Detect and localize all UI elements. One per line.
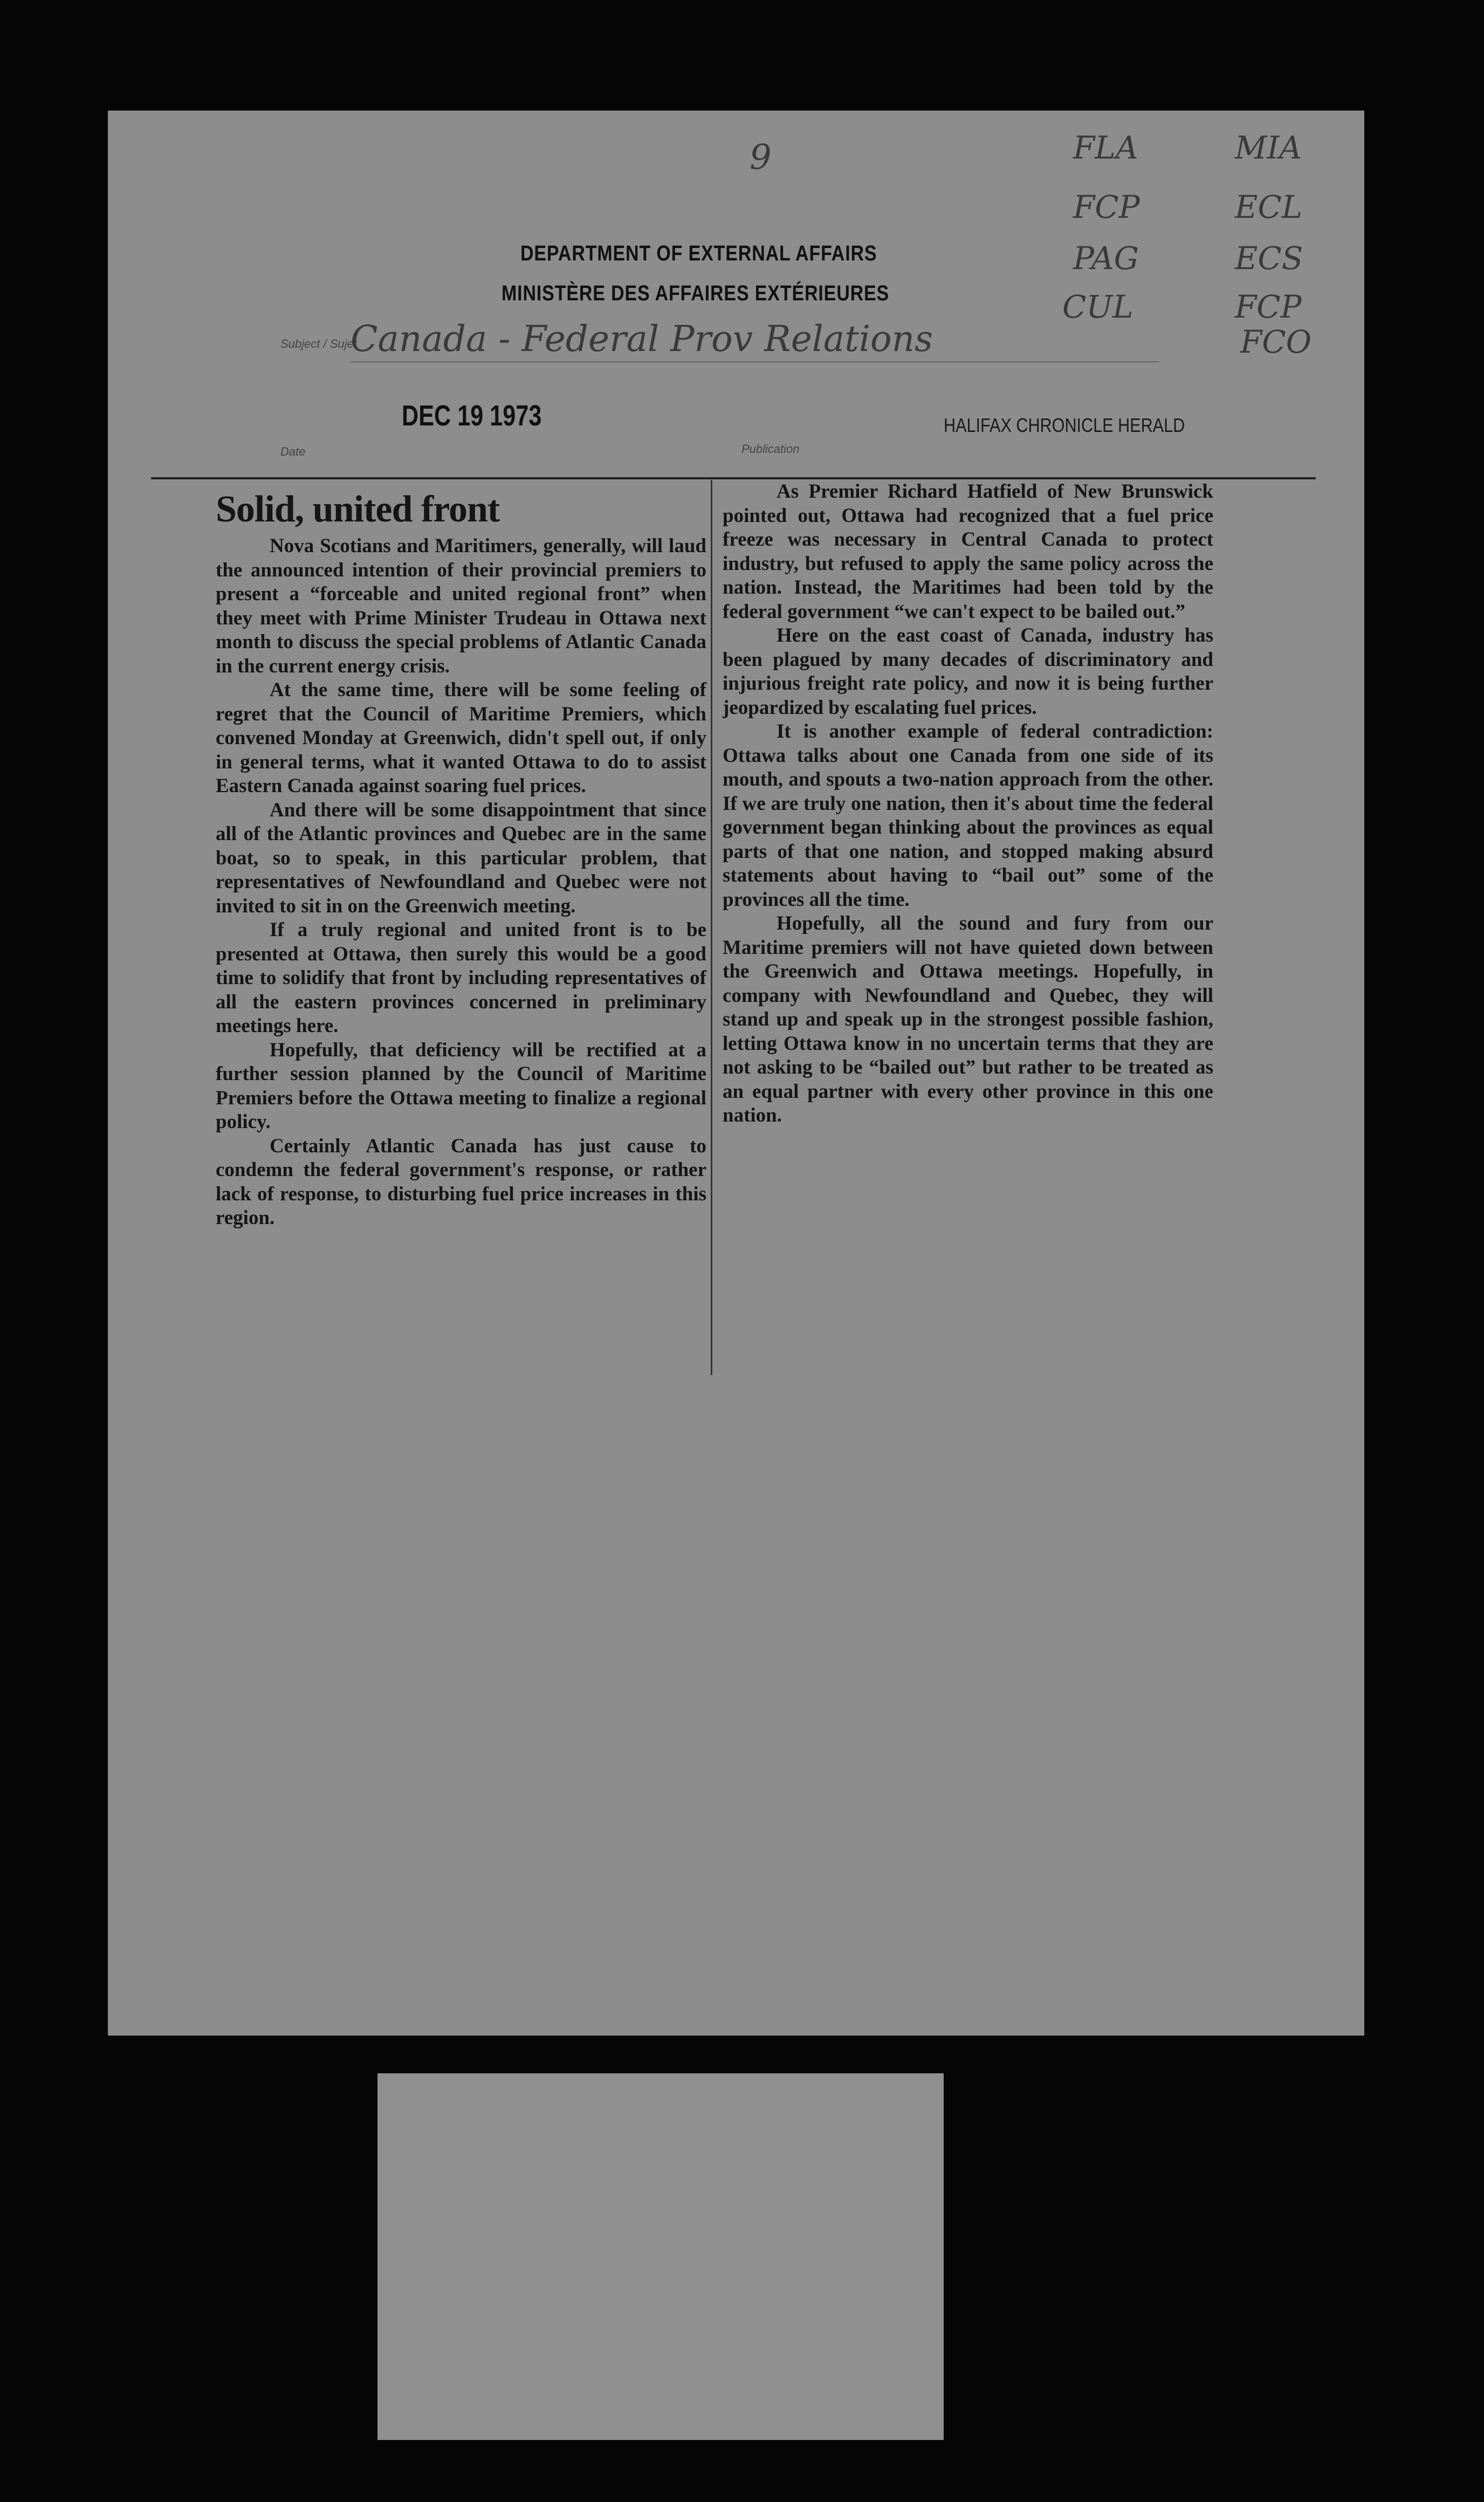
- subject-value: Canada - Federal Prov Relations: [351, 318, 933, 360]
- subject-line: [351, 361, 1159, 362]
- department-header: DEPARTMENT OF EXTERNAL AFFAIRS: [520, 242, 877, 265]
- top-divider: [151, 477, 1316, 479]
- code-annotation: MIA: [1235, 129, 1302, 166]
- paragraph: As Premier Richard Hatfield of New Brunswick pointed out, Ottawa had recognized that a fuel price freeze was necessary in Central Canada to protect industry, but refused to apply the same policy across the nation. Instead, the Maritimes had been told by the federal government “we can't expect to be bailed out.”: [723, 480, 1213, 623]
- column-divider: [711, 480, 712, 1375]
- article-left-column: [216, 488, 706, 1231]
- paragraph: It is another example of federal contradiction: Ottawa talks about one Canada from one side of its mouth, and spouts a two-nation approach from the other. If we are truly one nation, then it's about time the federal government began thinking about the provinces as equal parts of that one nation, and stopped making absurd statements about having to “bail out” some of the provinces all the time.: [723, 720, 1213, 911]
- paragraph: Here on the east coast of Canada, industry has been plagued by many decades of discriminatory and injurious freight rate policy, and now it is being further jeopardized by escalating fuel prices.: [723, 624, 1213, 719]
- code-annotation: FCP: [1073, 189, 1140, 225]
- code-annotation: ECS: [1235, 240, 1303, 277]
- paragraph: Hopefully, all the sound and fury from our Maritime premiers will not have quieted down between the Greenwich and Ottawa meetings. Hopefully, in company with Newfoundland and Quebec, they will stand up and speak up in the strongest possible fashion, letting Ottawa know in no uncertain terms that they are not asking to be “bailed out” but rather to be treated as an equal partner with every other province in this one nation.: [723, 912, 1213, 1126]
- blank-slip: [377, 2073, 944, 2440]
- code-annotation: FLA: [1073, 129, 1138, 166]
- ministry-header: MINISTÈRE DES AFFAIRES EXTÉRIEURES: [501, 281, 890, 305]
- page-number: 9: [750, 138, 772, 177]
- publication-value: HALIFAX CHRONICLE HERALD: [944, 414, 1185, 436]
- code-annotation: FCP: [1235, 288, 1302, 325]
- article-right-column: [723, 480, 1213, 1128]
- code-annotation: CUL: [1062, 288, 1133, 325]
- date-label: Date: [280, 445, 306, 458]
- code-annotation: FCO: [1240, 324, 1312, 360]
- code-annotation: ECL: [1235, 189, 1303, 225]
- paragraph: And there will be some disappointment that since all of the Atlantic provinces and Quebec are in the same boat, so to speak, in this particular problem, that representatives of Newfoundland and Quebec were not invited to sit in on the Greenwich meeting.: [216, 799, 706, 917]
- article-headline: Solid, united front: [216, 489, 500, 530]
- paragraph: Nova Scotians and Maritimers, generally, will laud the announced intention of their provincial premiers to present a “forceable and united regional front” when they meet with Prime Minister Trudeau in Ottawa next month to discuss the special problems of Atlantic Canada in the current energy crisis.: [216, 535, 706, 677]
- code-annotation: PAG: [1073, 240, 1139, 277]
- paragraph: If a truly regional and united front is to be presented at Ottawa, then surely this would be a good time to solidify that front by including representatives of all the eastern provinces concerned in preliminary meetings here.: [216, 919, 706, 1037]
- paragraph: Certainly Atlantic Canada has just cause to condemn the federal government's response, or rather lack of response, to disturbing fuel price increases in this region.: [216, 1135, 706, 1229]
- subject-label: Subject / Sujet: [280, 337, 357, 350]
- paragraph: At the same time, there will be some feeling of regret that the Council of Maritime Premiers, which convened Monday at Greenwich, didn't spell out, if only in general terms, what it wanted Ottawa to do to assist Eastern Canada against soaring fuel prices.: [216, 679, 706, 797]
- date-stamp: DEC 19 1973: [402, 400, 542, 432]
- publication-label: Publication: [741, 442, 800, 456]
- paragraph: Hopefully, that deficiency will be rectified at a further session planned by the Council of Maritime Premiers before the Ottawa meeting to finalize a regional policy.: [216, 1039, 706, 1133]
